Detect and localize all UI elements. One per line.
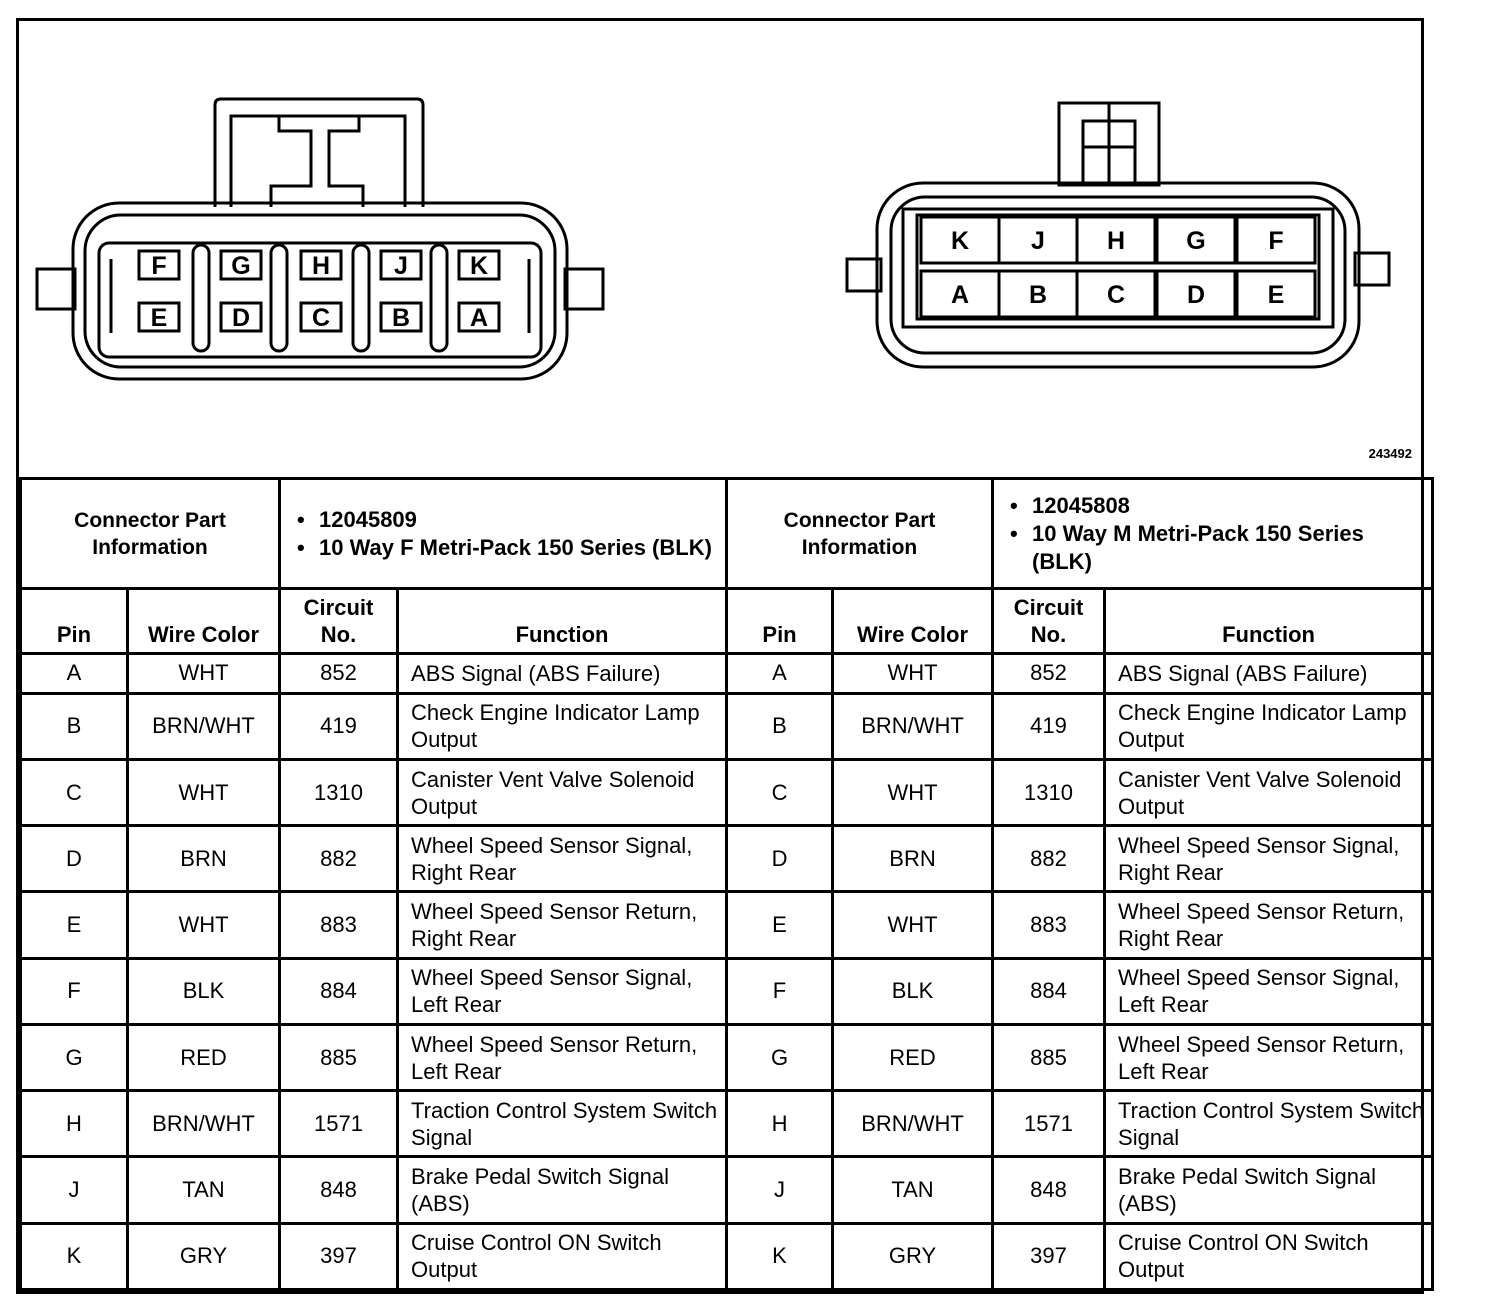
table-row: [21, 760, 727, 826]
circuit-cell: 883: [993, 892, 1105, 958]
circuit-cell: 419: [280, 693, 398, 759]
circuit-header: Circuit No.: [993, 589, 1105, 653]
part-info-row: [727, 479, 1433, 589]
function-cell: Wheel Speed Sensor Signal, Right Rear: [398, 826, 727, 892]
function-cell: Traction Control System Switch Signal: [398, 1091, 727, 1157]
pin-cell: C: [21, 760, 128, 826]
table-row: [727, 1091, 1433, 1157]
wire-color-cell: BRN: [833, 826, 993, 892]
function-cell: Traction Control System Switch Signal: [1105, 1091, 1433, 1157]
wire-color-cell: WHT: [128, 892, 280, 958]
circuit-cell: 852: [280, 653, 398, 693]
pin-cell: C: [727, 760, 833, 826]
circuit-cell: 884: [993, 958, 1105, 1024]
function-cell: Brake Pedal Switch Signal (ABS): [1105, 1157, 1433, 1223]
figure-id: 243492: [1368, 446, 1412, 461]
pin-label: C: [1106, 281, 1126, 309]
pin-cell: A: [21, 653, 128, 693]
wire-color-header: Wire Color: [128, 589, 280, 653]
wire-color-cell: WHT: [128, 760, 280, 826]
function-cell: Wheel Speed Sensor Return, Left Rear: [1105, 1024, 1433, 1090]
connector-diagram: [19, 21, 1421, 477]
circuit-cell: 397: [993, 1223, 1105, 1289]
part-info-value: [993, 479, 1433, 589]
wire-color-cell: RED: [833, 1024, 993, 1090]
pin-label: G: [1186, 227, 1206, 255]
part-info-label: Connector Part Information: [727, 479, 993, 589]
function-cell: Brake Pedal Switch Signal (ABS): [398, 1157, 727, 1223]
pin-label: E: [150, 304, 168, 332]
function-cell: Check Engine Indicator Lamp Output: [398, 693, 727, 759]
pin-label: J: [394, 252, 408, 280]
pin-label: J: [1031, 227, 1045, 255]
pin-label: K: [950, 227, 970, 255]
connector-tables: [19, 477, 1428, 1291]
wire-color-cell: RED: [128, 1024, 280, 1090]
circuit-cell: 885: [280, 1024, 398, 1090]
left-connector-body: [37, 99, 603, 379]
pin-label: E: [1267, 281, 1285, 309]
part-info-label: Connector Part Information: [21, 479, 280, 589]
table-row: [727, 958, 1433, 1024]
part-number: • 12045808: [1032, 492, 1425, 520]
pin-header: Pin: [21, 589, 128, 653]
pin-label: K: [469, 252, 489, 280]
pin-label: B: [1028, 281, 1048, 309]
part-description: • 10 Way F Metri-Pack 150 Series (BLK): [319, 534, 719, 562]
function-cell: ABS Signal (ABS Failure): [1105, 653, 1433, 693]
circuit-cell: 848: [993, 1157, 1105, 1223]
pin-label: F: [151, 252, 167, 280]
pin-cell: F: [727, 958, 833, 1024]
connector-table-male: [725, 477, 1434, 1291]
pin-cell: B: [21, 693, 128, 759]
pin-cell: H: [727, 1091, 833, 1157]
wire-color-cell: WHT: [128, 653, 280, 693]
function-cell: Wheel Speed Sensor Signal, Left Rear: [398, 958, 727, 1024]
table-row: [727, 1223, 1433, 1289]
function-cell: Check Engine Indicator Lamp Output: [1105, 693, 1433, 759]
pin-cell: B: [727, 693, 833, 759]
circuit-cell: 883: [280, 892, 398, 958]
wire-color-cell: GRY: [128, 1223, 280, 1289]
wire-color-cell: BLK: [833, 958, 993, 1024]
pin-label: A: [950, 281, 970, 309]
circuit-cell: 1310: [993, 760, 1105, 826]
pin-cell: K: [21, 1223, 128, 1289]
part-info-value: [280, 479, 727, 589]
circuit-cell: 882: [280, 826, 398, 892]
pin-label: F: [1268, 227, 1284, 255]
table-row: [21, 1024, 727, 1090]
pin-label: G: [231, 252, 251, 280]
circuit-cell: 1310: [280, 760, 398, 826]
function-header: Function: [398, 589, 727, 653]
circuit-cell: 848: [280, 1157, 398, 1223]
table-row: [727, 1157, 1433, 1223]
pin-cell: G: [727, 1024, 833, 1090]
circuit-cell: 397: [280, 1223, 398, 1289]
pin-cell: G: [21, 1024, 128, 1090]
function-cell: Wheel Speed Sensor Return, Right Rear: [398, 892, 727, 958]
pin-cell: K: [727, 1223, 833, 1289]
pin-cell: J: [21, 1157, 128, 1223]
pin-cell: J: [727, 1157, 833, 1223]
table-row: [21, 826, 727, 892]
wire-color-cell: BLK: [128, 958, 280, 1024]
wire-color-header: Wire Color: [833, 589, 993, 653]
function-cell: Wheel Speed Sensor Return, Right Rear: [1105, 892, 1433, 958]
pin-header: Pin: [727, 589, 833, 653]
circuit-cell: 884: [280, 958, 398, 1024]
wire-color-cell: BRN: [128, 826, 280, 892]
table-row: [727, 826, 1433, 892]
circuit-cell: 1571: [993, 1091, 1105, 1157]
table-row: [21, 693, 727, 759]
function-cell: ABS Signal (ABS Failure): [398, 653, 727, 693]
wire-color-cell: BRN/WHT: [833, 1091, 993, 1157]
pin-cell: F: [21, 958, 128, 1024]
circuit-cell: 1571: [280, 1091, 398, 1157]
table-row: [21, 1091, 727, 1157]
function-cell: Wheel Speed Sensor Signal, Right Rear: [1105, 826, 1433, 892]
table-row: [727, 892, 1433, 958]
table-row: [727, 653, 1433, 693]
wire-color-cell: WHT: [833, 892, 993, 958]
function-cell: Cruise Control ON Switch Output: [1105, 1223, 1433, 1289]
pin-cell: E: [727, 892, 833, 958]
wire-color-cell: BRN/WHT: [128, 693, 280, 759]
connector-drawings: [19, 21, 1421, 477]
table-row: [21, 958, 727, 1024]
pin-cell: E: [21, 892, 128, 958]
circuit-cell: 882: [993, 826, 1105, 892]
circuit-header: Circuit No.: [280, 589, 398, 653]
table-row: [727, 1024, 1433, 1090]
circuit-cell: 885: [993, 1024, 1105, 1090]
wire-color-cell: TAN: [128, 1157, 280, 1223]
function-cell: Wheel Speed Sensor Return, Left Rear: [398, 1024, 727, 1090]
connector-table-female: [19, 477, 728, 1291]
table-row: [21, 1223, 727, 1289]
part-number: • 12045809: [319, 506, 719, 534]
part-description: • 10 Way M Metri-Pack 150 Series (BLK): [1032, 520, 1425, 576]
pin-label: D: [231, 304, 251, 332]
function-cell: Wheel Speed Sensor Signal, Left Rear: [1105, 958, 1433, 1024]
function-cell: Cruise Control ON Switch Output: [398, 1223, 727, 1289]
pin-label: A: [469, 304, 489, 332]
right-connector-pins: [921, 217, 1315, 317]
pin-label: C: [311, 304, 331, 332]
pin-label: H: [1106, 227, 1126, 255]
column-header-row: [727, 589, 1433, 653]
wire-color-cell: TAN: [833, 1157, 993, 1223]
pin-cell: H: [21, 1091, 128, 1157]
part-info-row: [21, 479, 727, 589]
pin-label: B: [391, 304, 411, 332]
wire-color-cell: WHT: [833, 653, 993, 693]
table-row: [727, 760, 1433, 826]
pin-cell: D: [21, 826, 128, 892]
function-cell: Canister Vent Valve Solenoid Output: [1105, 760, 1433, 826]
table-row: [21, 1157, 727, 1223]
column-header-row: [21, 589, 727, 653]
pin-cell: D: [727, 826, 833, 892]
pin-cell: A: [727, 653, 833, 693]
wire-color-cell: GRY: [833, 1223, 993, 1289]
function-header: Function: [1105, 589, 1433, 653]
wire-color-cell: BRN/WHT: [833, 693, 993, 759]
function-cell: Canister Vent Valve Solenoid Output: [398, 760, 727, 826]
wire-color-cell: WHT: [833, 760, 993, 826]
table-row: [727, 693, 1433, 759]
table-row: [21, 653, 727, 693]
pin-label: D: [1186, 281, 1206, 309]
circuit-cell: 852: [993, 653, 1105, 693]
circuit-cell: 419: [993, 693, 1105, 759]
pin-label: H: [311, 252, 331, 280]
wire-color-cell: BRN/WHT: [128, 1091, 280, 1157]
table-row: [21, 892, 727, 958]
